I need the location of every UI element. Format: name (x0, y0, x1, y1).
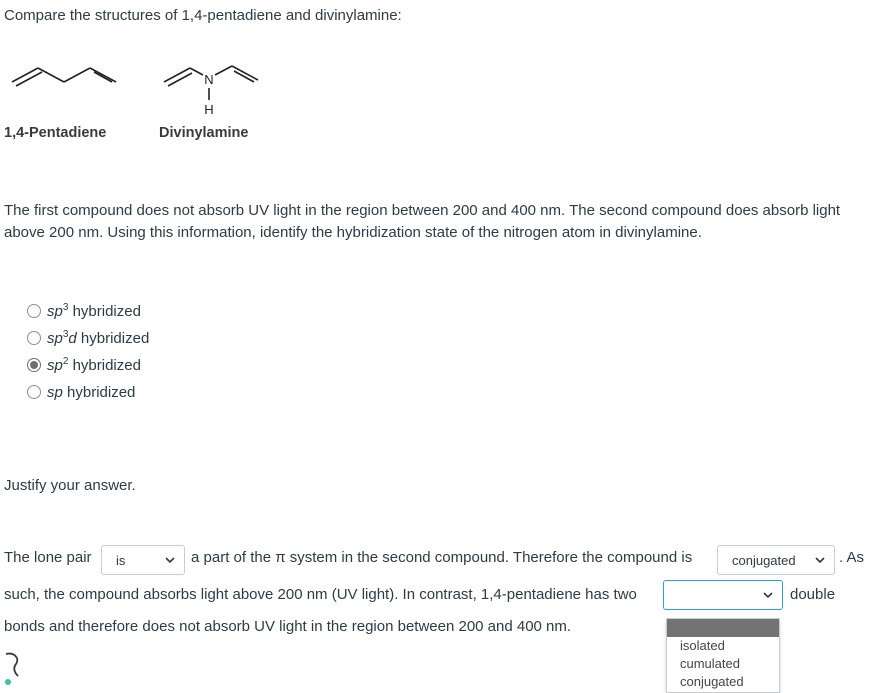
justify-prompt: Justify your answer. (4, 477, 136, 494)
hybridization-options (27, 297, 149, 405)
option-sp[interactable] (27, 378, 149, 405)
dropdown-option-conjugated[interactable]: conjugated (680, 674, 744, 689)
divinylamine-label: Divinylamine (159, 125, 249, 141)
radio-button[interactable] (27, 331, 41, 345)
justify-text-2: a part of the π system in the second compound. Therefore the compound is (191, 549, 693, 566)
lone-pair-select[interactable] (101, 545, 185, 575)
option-sp2[interactable] (27, 351, 149, 378)
chevron-down-icon (762, 589, 774, 601)
chevron-down-icon (814, 554, 826, 566)
double-bond-dropdown-menu (666, 618, 780, 693)
option-label: $sp^3d$ hybridized (47, 328, 150, 347)
select-value: conjugated (732, 552, 796, 568)
chevron-down-icon (164, 554, 176, 566)
option-sp3d[interactable] (27, 324, 149, 351)
divinylamine-structure (160, 60, 270, 120)
paragraph-line-1: The first compound does not absorb UV light in the region between 200 and 400 nm. The second compound does absorb light (4, 202, 841, 219)
justify-text-5: double (790, 586, 836, 603)
paragraph-line-2: above 200 nm. Using this information, identify the hybridization state of the nitrogen atom in divinylamine. (4, 224, 702, 241)
justify-text-4: such, the compound absorbs light above 200 nm (UV light). In contrast, 1,4-pentadiene has two (4, 586, 637, 603)
compound-type-select[interactable] (717, 545, 835, 575)
pentadiene-structure (8, 62, 128, 92)
radio-button[interactable] (27, 304, 41, 318)
nitrogen-atom: N (204, 72, 214, 87)
justify-text-3: . As (839, 549, 865, 566)
question-title: Compare the structures of 1,4-pentadiene and divinylamine: (4, 7, 402, 24)
radio-button[interactable] (27, 385, 41, 399)
radio-button-selected[interactable] (27, 358, 41, 372)
hydrogen-atom: H (204, 102, 214, 117)
justify-text-1: The lone pair (4, 549, 92, 566)
justify-text-6: bonds and therefore does not absorb UV light in the region between 200 and 400 nm. (4, 618, 572, 635)
pentadiene-label: 1,4-Pentadiene (4, 125, 107, 141)
question-paragraph (4, 200, 840, 244)
double-bond-type-select[interactable] (663, 580, 783, 610)
hint-bulb-icon[interactable] (2, 652, 26, 687)
dropdown-highlight[interactable] (667, 619, 779, 637)
select-value: is (116, 552, 126, 568)
option-sp3[interactable] (27, 297, 149, 324)
dropdown-option-isolated[interactable]: isolated (680, 638, 725, 653)
option-label: $sp^3$ hybridized (47, 301, 141, 320)
option-label: sp hybridized (47, 383, 136, 401)
option-label: $sp^2$ hybridized (47, 355, 141, 374)
dropdown-option-cumulated[interactable]: cumulated (680, 656, 740, 671)
